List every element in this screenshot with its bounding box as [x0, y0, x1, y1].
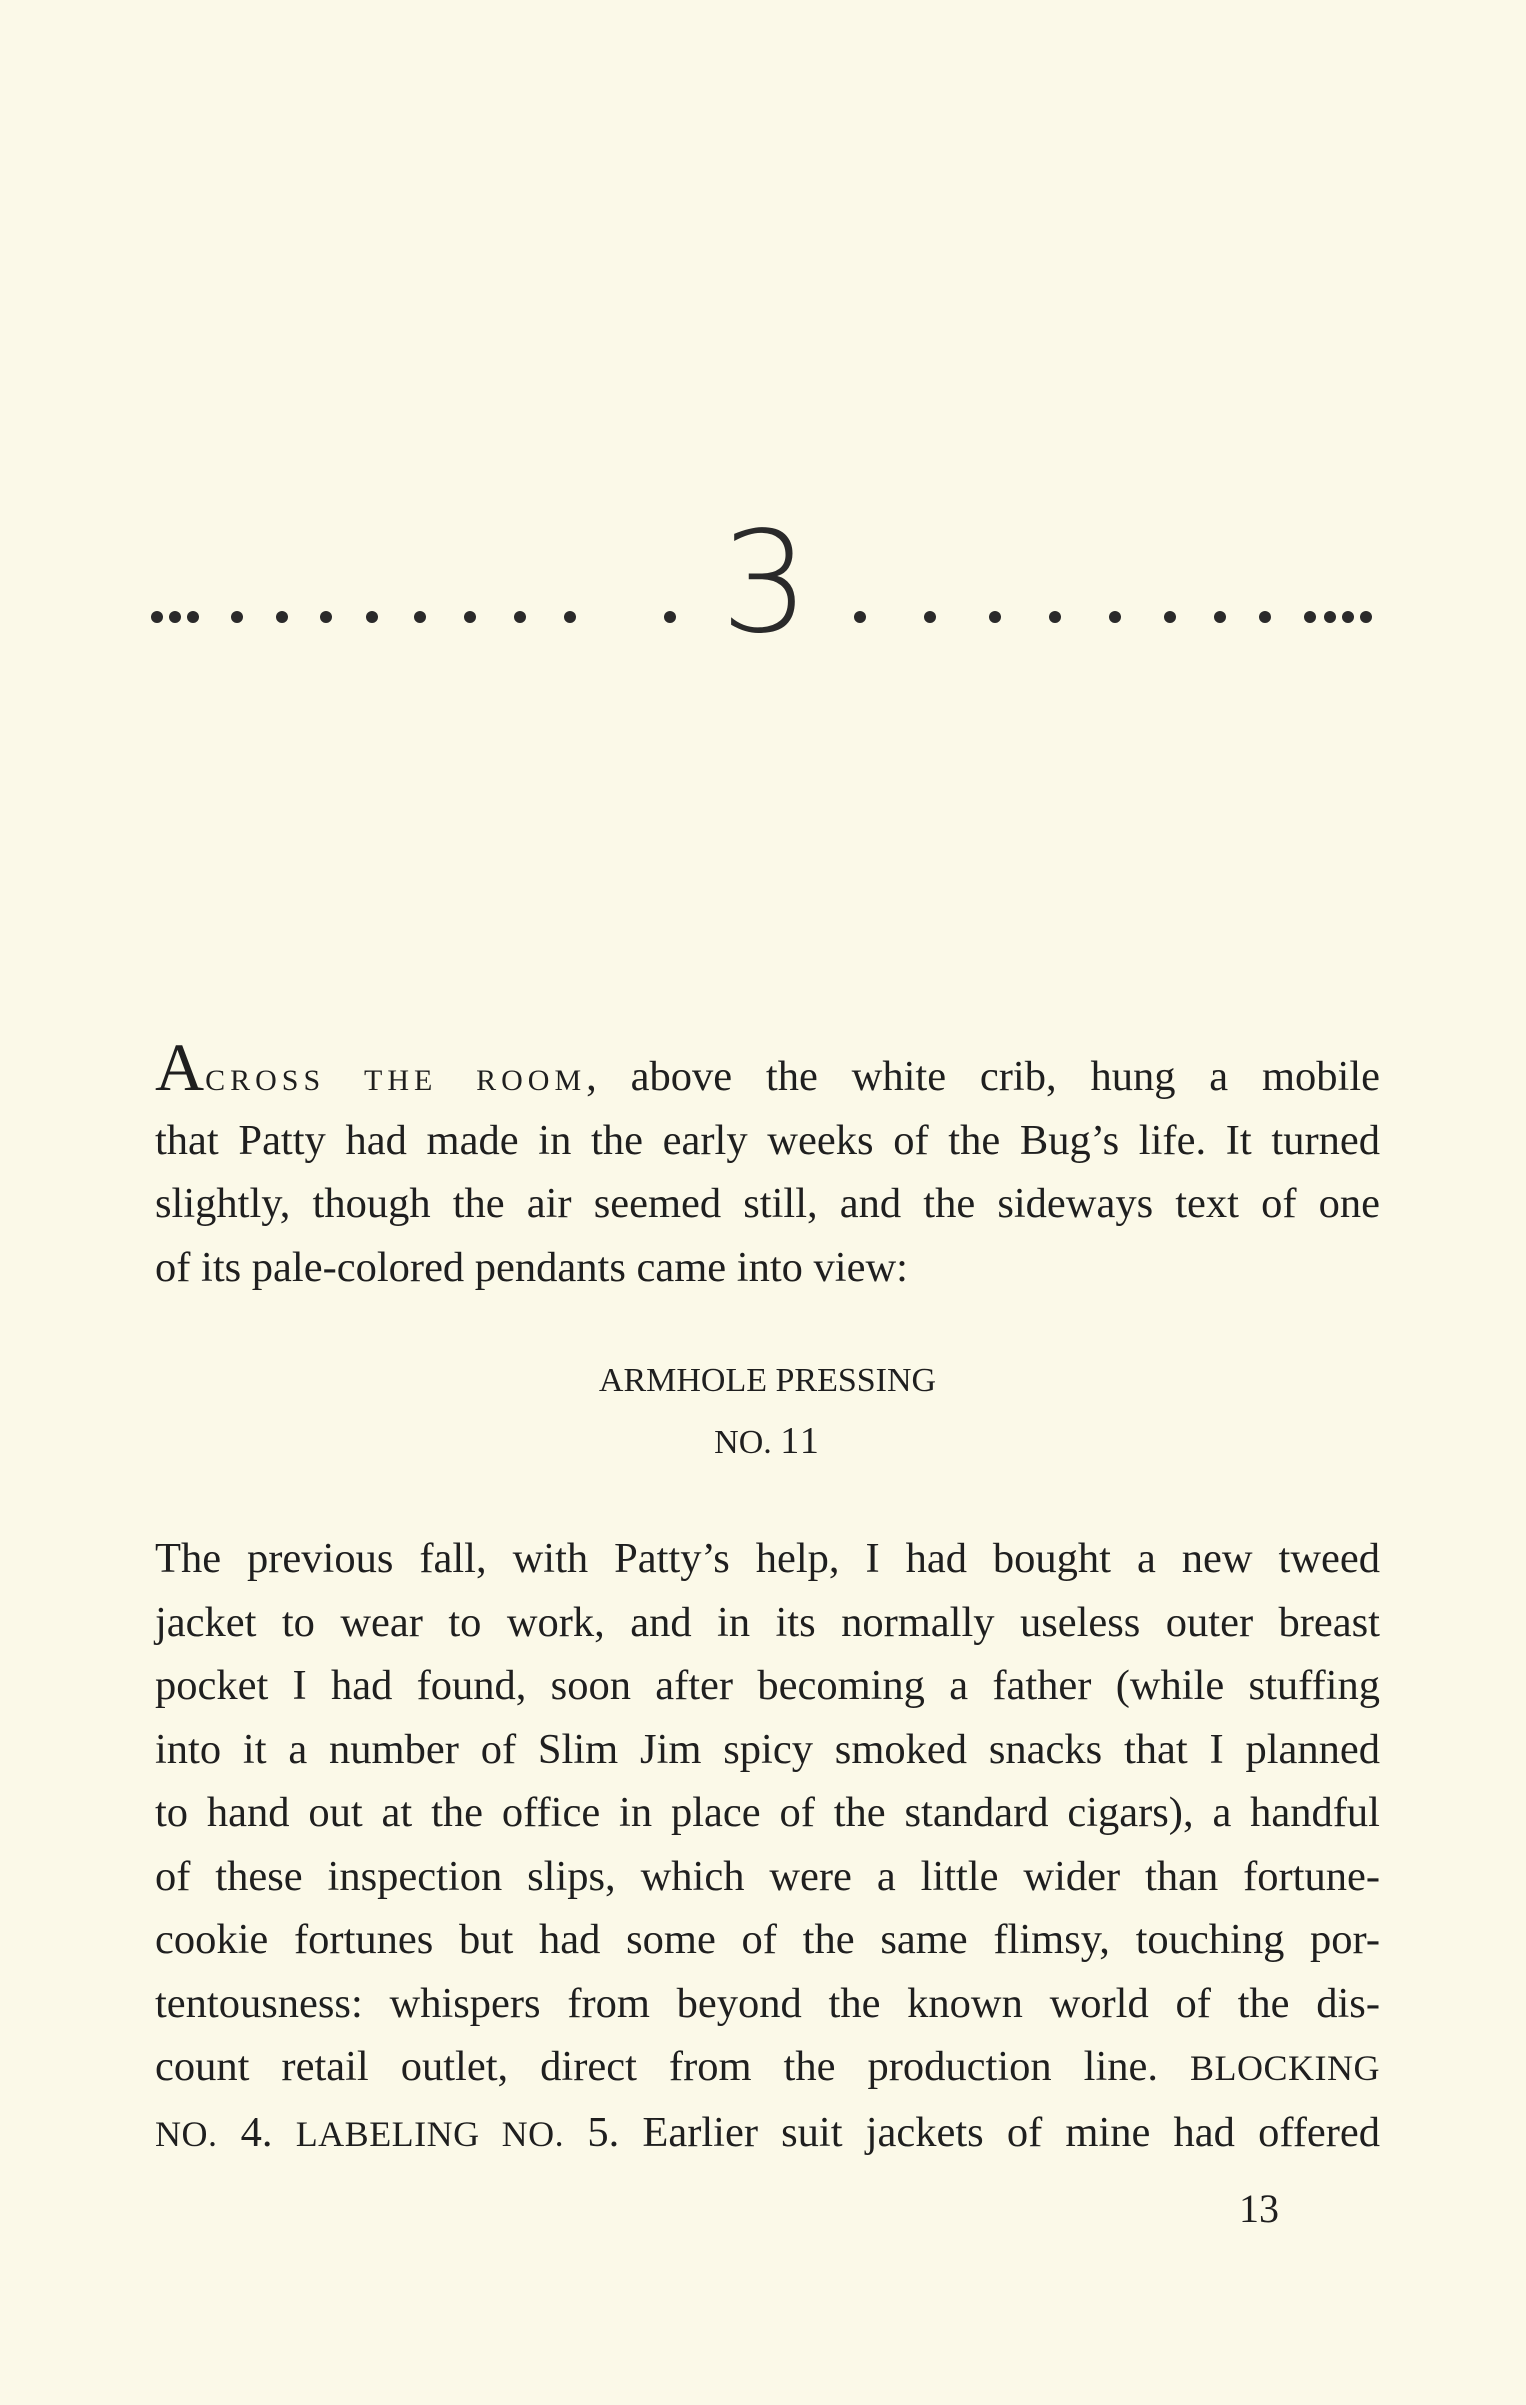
text-line: to hand out at the office in place of the standard cigars), a handful [155, 1789, 1380, 1836]
text-line-content: , above the white crib, hung a mobile [586, 1053, 1380, 1100]
ornament-dot [1304, 611, 1316, 623]
text-segment: 4. [240, 2108, 273, 2156]
paragraph-body [155, 1527, 1380, 2166]
text-line: slightly, though the air seemed still, and the sideways text of one [155, 1180, 1380, 1227]
inspection-slip-line-1: ARMHOLE PRESSING [598, 1362, 937, 1399]
text-line [155, 1029, 1380, 1109]
chapter-ornament [150, 505, 1380, 655]
ornament-dot [414, 611, 426, 623]
dot-leader-left [151, 611, 676, 623]
text-line: tentousness: whispers from beyond the known world of the dis- [155, 1979, 1380, 2027]
ornament-dot [1259, 611, 1271, 623]
chapter-number: 3 [720, 505, 810, 655]
text-line: of its pale-colored pendants came into view: [155, 1243, 908, 1291]
small-caps-term: LABELING NO. [295, 2113, 565, 2154]
ornament-dot [320, 611, 332, 623]
ornament-dot [169, 611, 181, 623]
paragraph-opening [155, 1029, 1380, 1299]
page-number: 13 [1239, 2186, 1279, 2231]
ornament-dot [514, 611, 526, 623]
ornament-dot [276, 611, 288, 623]
ornament-dot [366, 611, 378, 623]
chapter-heading [150, 505, 1380, 655]
inspection-slip-line-2 [155, 1412, 1380, 1472]
text-line [155, 2035, 1380, 2101]
ornament-dot [1164, 611, 1176, 623]
ornament-dot [151, 611, 163, 623]
ornament-dot [231, 611, 243, 623]
text-line: pocket I had found, soon after becoming a father (while stuffing [155, 1662, 1380, 1709]
drop-cap: A [155, 1029, 206, 1105]
text-line: of these inspection slips, which were a little wider than fortune- [155, 1852, 1380, 1900]
small-caps-term: NO. [155, 2113, 218, 2154]
ornament-dot [464, 611, 476, 623]
ornament-dot [1360, 611, 1372, 623]
dot-leader-right [854, 611, 1372, 623]
ornament-dot [924, 611, 936, 623]
text-line: cookie fortunes but had some of the same flimsy, touching por- [155, 1916, 1380, 1963]
ornament-dot [564, 611, 576, 623]
small-caps-term: BLOCKING [1190, 2048, 1381, 2088]
ornament-dot [664, 611, 676, 623]
small-caps-lead: cross the room [205, 1053, 587, 1100]
ornament-dot [1324, 611, 1336, 623]
text-line [155, 2101, 1380, 2167]
ornament-dot [854, 611, 866, 623]
ornament-dot [1214, 611, 1226, 623]
text-line: jacket to wear to work, and in its normally useless outer breast [155, 1598, 1380, 1646]
text-line: The previous fall, with Patty’s help, I had bought a new tweed [155, 1535, 1380, 1582]
ornament-dot [989, 611, 1001, 623]
slip-number: 11 [780, 1420, 821, 1462]
ornament-dot [1342, 611, 1354, 623]
slip-label: NO. [714, 1424, 772, 1461]
text-segment: count retail outlet, direct from the production line. [155, 2043, 1158, 2090]
ornament-dot [1109, 611, 1121, 623]
text-line: into it a number of Slim Jim spicy smoked snacks that I planned [155, 1725, 1380, 1773]
ornament-dot [1049, 611, 1061, 623]
text-line: that Patty had made in the early weeks of the Bug’s life. It turned [155, 1116, 1380, 1164]
ornament-dot [187, 611, 199, 623]
text-segment: 5. Earlier suit jackets of mine had offered [587, 2108, 1380, 2156]
